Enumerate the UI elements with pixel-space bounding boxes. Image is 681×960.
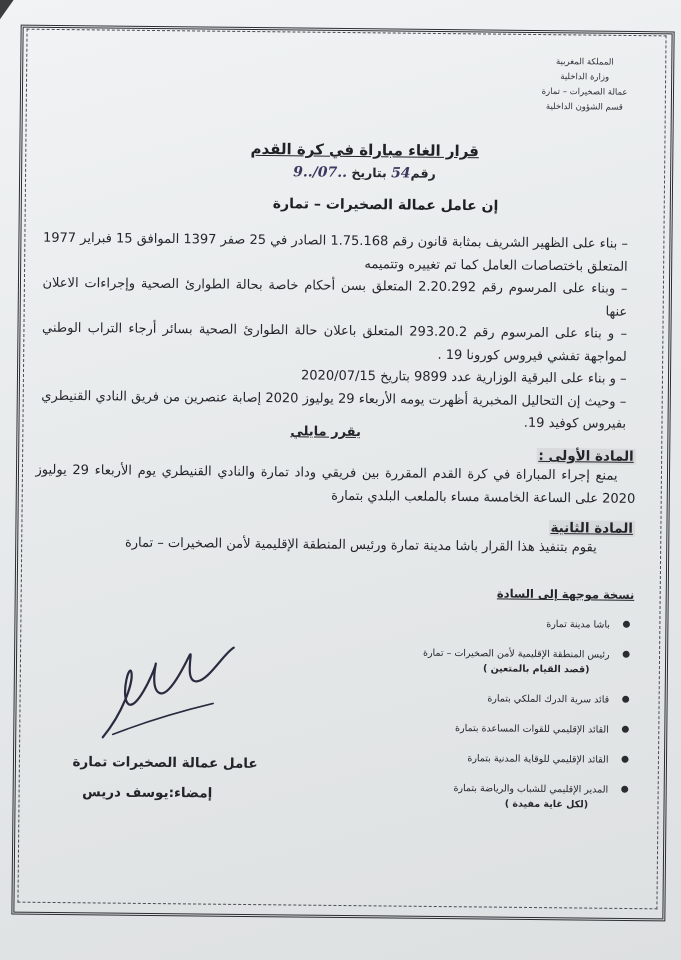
bullet-icon bbox=[623, 621, 630, 628]
reference-date: ..07/..9 bbox=[293, 164, 348, 181]
preamble-clause: – و بناء على البرقية الوزارية عدد 9899 بتاريخ 2020/07/15 bbox=[300, 368, 627, 387]
preamble-clause: – وحيث إن التحاليل المخبرية أظهرت يومه الأربعاء 29 يوليوز 2020 إصابة عنصرين من فريق النادي القنيطري بفيروس كوفيد 19. bbox=[41, 388, 627, 432]
recipient-label: باشا مدينة تمارة bbox=[546, 618, 611, 631]
signature-name: إمضاء:يوسف دريس bbox=[82, 784, 213, 802]
bullet-icon bbox=[622, 756, 629, 763]
preamble-clause: – بناء على الظهير الشريف بمثابة قانون رقم 1.75.168 الصادر في 25 صفر 1397 الموافق 15 فبراير 1977 المتعلق باختصاصات العامل كما تم تغييره وتتميمه bbox=[42, 230, 629, 275]
issuing-authority: إن عامل عمالة الصخيرات – تمارة bbox=[272, 196, 499, 215]
letterhead-prefecture: عمالة الصخيرات – تمارة bbox=[541, 86, 628, 98]
article-one-text: يمنع إجراء المباراة في كرة القدم المقررة بين فريقي وداد تمارة والنادي القنيطري يوم الأربعاء 29 يوليوز 2020 على الساعة الخامسة مساء بالملعب البلدي بتمارة bbox=[35, 462, 636, 507]
preamble bbox=[41, 228, 628, 437]
reference-prefix: رقم bbox=[410, 165, 436, 181]
article-one-title: المادة الأولى : bbox=[538, 447, 634, 465]
reference-line bbox=[250, 164, 479, 182]
recipient-note: (لكل غاية مفيدة ) bbox=[504, 798, 589, 811]
bullet-icon bbox=[621, 786, 628, 793]
article-one bbox=[35, 440, 636, 511]
letterhead-ministry: وزارة الداخلية bbox=[560, 72, 610, 83]
list-item bbox=[312, 750, 632, 768]
list-item bbox=[313, 690, 633, 708]
decides-heading: يقرر مايلي bbox=[290, 424, 362, 440]
reference-number: 54 bbox=[391, 165, 411, 182]
recipient-label: المدير الإقليمي للشباب والرياضة بتمارة bbox=[453, 782, 609, 796]
list-item bbox=[313, 645, 633, 678]
recipient-note: (قصد القيام بالمتعين ) bbox=[482, 663, 590, 676]
article-two bbox=[35, 512, 635, 560]
copies-heading: نسخة موجهة إلى السادة bbox=[496, 586, 635, 602]
signature-block bbox=[62, 642, 264, 814]
letterhead-division: قسم الشؤون الداخلية bbox=[545, 101, 623, 113]
signature-issuer: عامل عمالة الصخيرات تمارة bbox=[72, 753, 258, 772]
recipient-label: القائد الإقليمي للقوات المساعدة بتمارة bbox=[455, 722, 609, 736]
preamble-clause: – و بناء على المرسوم رقم 293.20.2 المتعلق باعلان حالة الطوارئ الصحية بسائر أرجاء التراب الوطني لمواجهة تفشي فيروس كورونا 19 . bbox=[41, 320, 628, 365]
handwritten-signature bbox=[93, 642, 244, 754]
article-two-text: يقوم بتنفيذ هذا القرار باشا مدينة تمارة ورئيس المنطقة الإقليمية لأمن الصخيرات – تمارة bbox=[124, 535, 597, 556]
list-item bbox=[314, 615, 634, 633]
bullet-icon bbox=[623, 651, 630, 658]
recipient-label: قائد سرية الدرك الملكي بتمارة bbox=[487, 693, 610, 706]
bullet-icon bbox=[622, 696, 629, 703]
article-two-title: المادة الثانية bbox=[550, 519, 634, 537]
decision-title: قرار الغاء مباراة في كرة القدم bbox=[250, 139, 480, 161]
reference-date-label: بتاريخ bbox=[351, 164, 387, 181]
copies-list bbox=[312, 615, 634, 828]
recipient-label: القائد الإقليمي للوقاية المدنية بتمارة bbox=[467, 753, 609, 766]
preamble-clause: – وبناء على المرسوم رقم 2.20.292 المتعلق بسن أحكام خاصة بحالة الطوارئ الصحية وإجراءات الاعلان عنها bbox=[42, 275, 628, 320]
letterhead-kingdom: المملكة المغربية bbox=[555, 57, 614, 68]
bullet-icon bbox=[622, 726, 629, 733]
list-item bbox=[313, 720, 633, 738]
title-block bbox=[250, 140, 479, 182]
list-item bbox=[312, 780, 632, 813]
letterhead bbox=[541, 55, 628, 116]
recipient-label: رئيس المنطقة الإقليمية لأمن الصخيرات – تمارة bbox=[422, 647, 610, 661]
